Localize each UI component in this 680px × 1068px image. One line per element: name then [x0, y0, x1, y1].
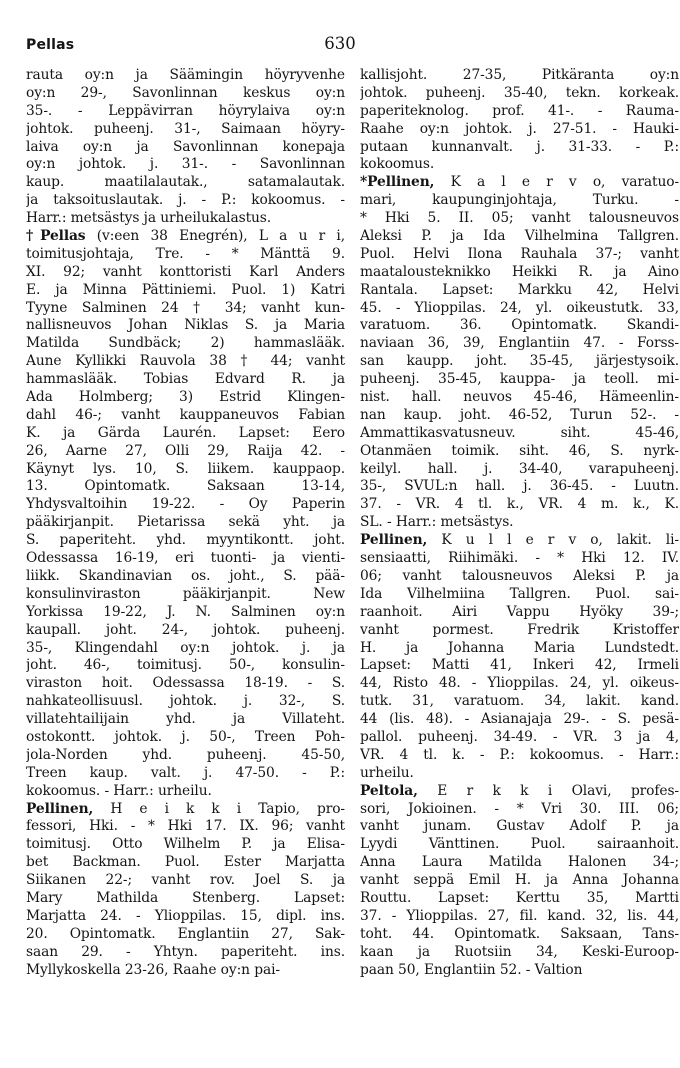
text-line — [26, 801, 345, 819]
text-line: Otanmäen toimik. siht. 46, S. nyrk- — [360, 442, 679, 459]
text-line: nahkateollisuusl. johtok. j. 32-, S. — [26, 693, 345, 710]
entry-text: Tapio, pro- — [241, 800, 345, 817]
text-line: rauta oy:n ja Säämingin höyryvenhe — [26, 67, 345, 83]
text-line: liikk. Skandinavian os. joht., S. pää- — [26, 567, 345, 584]
text-line: ostokontt. johtok. j. 50-, Treen Poh- — [26, 728, 345, 745]
text-line: villatehtailijain yhd. ja Villateht. — [26, 711, 345, 728]
text-line: 13. Opintomatk. Saksaan 13-14, — [26, 478, 345, 495]
text-line: * Hki 5. II. 05; vanht talousneuvos — [360, 210, 679, 227]
text-line: tutk. 31, varatuom. 34, lakit. kand. — [360, 693, 679, 710]
text-line: naviaan 36, 39, Englantiin 47. - Forss- — [360, 335, 679, 352]
text-line: 20. Opintomatk. Englantiin 27, Sak- — [26, 925, 345, 942]
text-line: kaupall. joht. 24-, johtok. puheenj. — [26, 621, 345, 638]
entry-text: (v:een 38 Enegrén), — [85, 228, 259, 245]
text-line: dahl 46-; vanht kauppaneuvos Fabian — [26, 406, 345, 423]
text-line: pallol. puheenj. 34-49. - VR. 3 ja 4, — [360, 728, 679, 745]
text-line: XI. 92; vanht konttoristi Karl Anders — [26, 263, 345, 280]
text-line: Ada Holmberg; 3) Estrid Klingen- — [26, 389, 345, 406]
text-line: Lyydi Vänttinen. Puol. sairaanhoit. — [360, 836, 679, 853]
entry-given-name: K a l e r v o, — [450, 174, 606, 191]
entry-text: Olavi, profes- — [552, 782, 679, 799]
text-line — [360, 783, 679, 801]
text-line: vanht junam. Gustav Adolf P. ja — [360, 818, 679, 835]
entry-text: lakit. li- — [602, 532, 679, 549]
text-line: jola-Norden yhd. puheenj. 45-50, — [26, 746, 345, 763]
entry-given-name: E r k k i — [437, 782, 553, 799]
text-line: 26, Aarne 27, Olli 29, Raija 42. - — [26, 442, 345, 459]
running-head: Pellas — [26, 37, 75, 53]
text-line: urheilu. — [360, 764, 414, 781]
text-line: johtok. puheenj. 35-40, tekn. korkeak. — [360, 84, 679, 101]
text-line: Treen kaup. valt. j. 47-50. - P.: — [26, 764, 345, 781]
text-line: Rantala. Lapset: Markku 42, Helvi — [360, 281, 679, 298]
entry-given-name: K u l l e r v o, — [441, 532, 603, 549]
right-column — [360, 67, 679, 979]
text-line: H. ja Johanna Maria Lundstedt. — [360, 639, 679, 656]
text-line: kaan ja Ruotsiin 34, Keski-Euroop- — [360, 943, 679, 960]
text-line: Odessassa 16-19, eri tuonti- ja vienti- — [26, 550, 345, 567]
text-line: Raahe oy:n johtok. j. 27-51. - Hauki- — [360, 120, 679, 137]
text-line: varatuom. 36. Opintomatk. Skandi- — [360, 317, 679, 334]
text-line: hammaslääk. Tobias Edvard R. ja — [26, 371, 345, 388]
text-line: maatalousteknikko Heikki R. ja Aino — [360, 263, 679, 280]
text-line: vanht seppä Emil H. ja Anna Johanna — [360, 872, 679, 889]
text-line: K. ja Gärda Laurén. Lapset: Eero — [26, 424, 345, 441]
page-number: 630 — [324, 34, 356, 53]
text-line: Ida Vilhelmiina Tallgren. Puol. sai- — [360, 585, 679, 602]
text-line: vanht pormest. Fredrik Kristoffer — [360, 621, 679, 638]
text-line: Käynyt lys. 10, S. liikem. kauppaop. — [26, 460, 345, 477]
text-line: 44, Risto 48. - Ylioppilas. 24, yl. oikeus- — [360, 675, 679, 692]
text-line: Yorkissa 19-22, J. N. Salminen oy:n — [26, 603, 345, 620]
entry-given-name: L a u r i, — [258, 228, 345, 245]
text-line: konsulinviraston pääkirjanpit. New — [26, 585, 345, 602]
text-line: toimitusj. Otto Wilhelm P. ja Elisa- — [26, 836, 345, 853]
text-line: Mary Mathilda Stenberg. Lapset: — [26, 889, 345, 906]
text-line: Ammattikasvatusneuv. siht. 45-46, — [360, 424, 679, 441]
entry-given-name: H e i k k i — [110, 800, 242, 817]
text-line: toht. 44. Opintomatk. Saksaan, Tans- — [360, 925, 679, 942]
text-line: kokoomus. - Harr.: urheilu. — [26, 782, 212, 799]
text-line: nist. hall. neuvos 45-46, Hämeenlin- — [360, 389, 679, 406]
text-line: E. ja Minna Pättiniemi. Puol. 1) Katri — [26, 281, 345, 298]
text-line: Matilda Sundbäck; 2) hammaslääk. — [26, 335, 345, 352]
text-line: nallisneuvos Johan Niklas S. ja Maria — [26, 317, 345, 334]
text-line: VR. 4 tl. k. - P.: kokoomus. - Harr.: — [360, 746, 679, 763]
text-line: Lapset: Matti 41, Inkeri 42, Irmeli — [360, 657, 679, 674]
text-line: viraston hoit. Odessassa 18-19. - S. — [26, 675, 345, 692]
text-line: Routtu. Lapset: Kerttu 35, Martti — [360, 889, 679, 906]
text-line: ja taksoituslautak. j. - P.: kokoomus. - — [26, 192, 345, 209]
text-line: 44 (lis. 48). - Asianajaja 29-. - S. pesä- — [360, 711, 679, 728]
text-line: paan 50, Englantiin 52. - Valtion — [360, 961, 583, 978]
text-line: Tyyne Salminen 24 † 34; vanht kun- — [26, 299, 345, 316]
entry-text: varatuo- — [605, 174, 679, 191]
text-line: sensiaatti, Riihimäki. - * Hki 12. IV. — [360, 550, 679, 567]
text-line: 45. - Ylioppilas. 24, yl. oikeustutk. 33, — [360, 299, 679, 316]
entry-surname: Pellinen, — [26, 800, 94, 817]
text-line: Aune Kyllikki Rauvola 38 † 44; vanht — [26, 353, 345, 370]
text-line: Aleksi P. ja Ida Vilhelmina Tallgren. — [360, 228, 679, 245]
text-line: bet Backman. Puol. Ester Marjatta — [26, 854, 345, 871]
entry-surname: *Pellinen, — [360, 174, 435, 191]
text-line: mari, kaupunginjohtaja, Turku. - — [360, 192, 679, 209]
text-line: 37. - Ylioppilas. 27, fil. kand. 32, lis. 44, — [360, 907, 679, 924]
text-line: keilyl. hall. j. 34-40, varapuheenj. — [360, 460, 679, 477]
text-line: 35-, Klingendahl oy:n johtok. j. ja — [26, 639, 345, 656]
text-line: paperiteknolog. prof. 41-. - Rauma- — [360, 102, 679, 119]
text-line — [26, 228, 345, 246]
text-line: nan kaup. joht. 46-52, Turun 52-. - — [360, 406, 679, 423]
left-column — [26, 67, 345, 979]
text-line: oy:n 29-, Savonlinnan keskus oy:n — [26, 84, 345, 101]
text-line: 35-. - Leppävirran höyrylaiva oy:n — [26, 102, 345, 119]
text-line: Myllykoskella 23-26, Raahe oy:n pai- — [26, 961, 280, 978]
text-line: raanhoit. Airi Vappu Hyöky 39-; — [360, 603, 679, 620]
text-line: oy:n johtok. j. 31-. - Savonlinnan — [26, 156, 345, 173]
text-line: fessori, Hki. - * Hki 17. IX. 96; vanht — [26, 818, 345, 835]
text-line: kallisjoht. 27-35, Pitkäranta oy:n — [360, 67, 679, 83]
page-header — [0, 0, 680, 60]
entry-surname: Peltola, — [360, 782, 418, 799]
text-line: kaup. maatilalautak., satamalautak. — [26, 174, 345, 191]
text-line: san kaupp. joht. 35-45, järjestysoik. — [360, 353, 679, 370]
text-line: 35-, SVUL:n hall. j. 36-45. - Luutn. — [360, 478, 679, 495]
text-line: 37. - VR. 4 tl. k., VR. 4 m. k., K. — [360, 496, 679, 513]
text-line: johtok. puheenj. 31-, Saimaan höyry- — [26, 120, 345, 137]
text-line — [360, 174, 679, 192]
text-line: puheenj. 35-45, kauppa- ja teoll. mi- — [360, 371, 679, 388]
text-line: Yhdysvaltoihin 19-22. - Oy Paperin — [26, 496, 345, 513]
text-line — [360, 532, 679, 550]
text-line: toimitusjohtaja, Tre. - * Mänttä 9. — [26, 245, 345, 262]
text-line: Anna Laura Matilda Halonen 34-; — [360, 854, 679, 871]
text-line: S. paperiteht. yhd. myyntikontt. joht. — [26, 532, 345, 549]
text-line: putaan kunnanvalt. j. 31-33. - P.: — [360, 138, 679, 155]
text-line: pääkirjanpit. Pietarissa sekä yht. ja — [26, 514, 345, 531]
text-line: sori, Jokioinen. - * Vri 30. III. 06; — [360, 800, 679, 817]
text-line: saan 29. - Yhtyn. paperiteht. ins. — [26, 943, 345, 960]
text-line: Siikanen 22-; vanht rov. Joel S. ja — [26, 872, 345, 889]
entry-surname: †Pellas — [26, 228, 86, 245]
text-line: Marjatta 24. - Ylioppilas. 15, dipl. ins. — [26, 907, 345, 924]
text-line: kokoomus. — [360, 156, 435, 173]
text-line: 06; vanht talousneuvos Aleksi P. ja — [360, 567, 679, 584]
text-line: laiva oy:n ja Savonlinnan konepaja — [26, 138, 345, 155]
text-line: SL. - Harr.: metsästys. — [360, 514, 514, 531]
text-line: Harr.: metsästys ja urheilukalastus. — [26, 210, 272, 227]
entry-surname: Pellinen, — [360, 532, 428, 549]
text-line: Puol. Helvi Ilona Rauhala 37-; vanht — [360, 245, 679, 262]
text-line: joht. 46-, toimitusj. 50-, konsulin- — [26, 657, 345, 674]
